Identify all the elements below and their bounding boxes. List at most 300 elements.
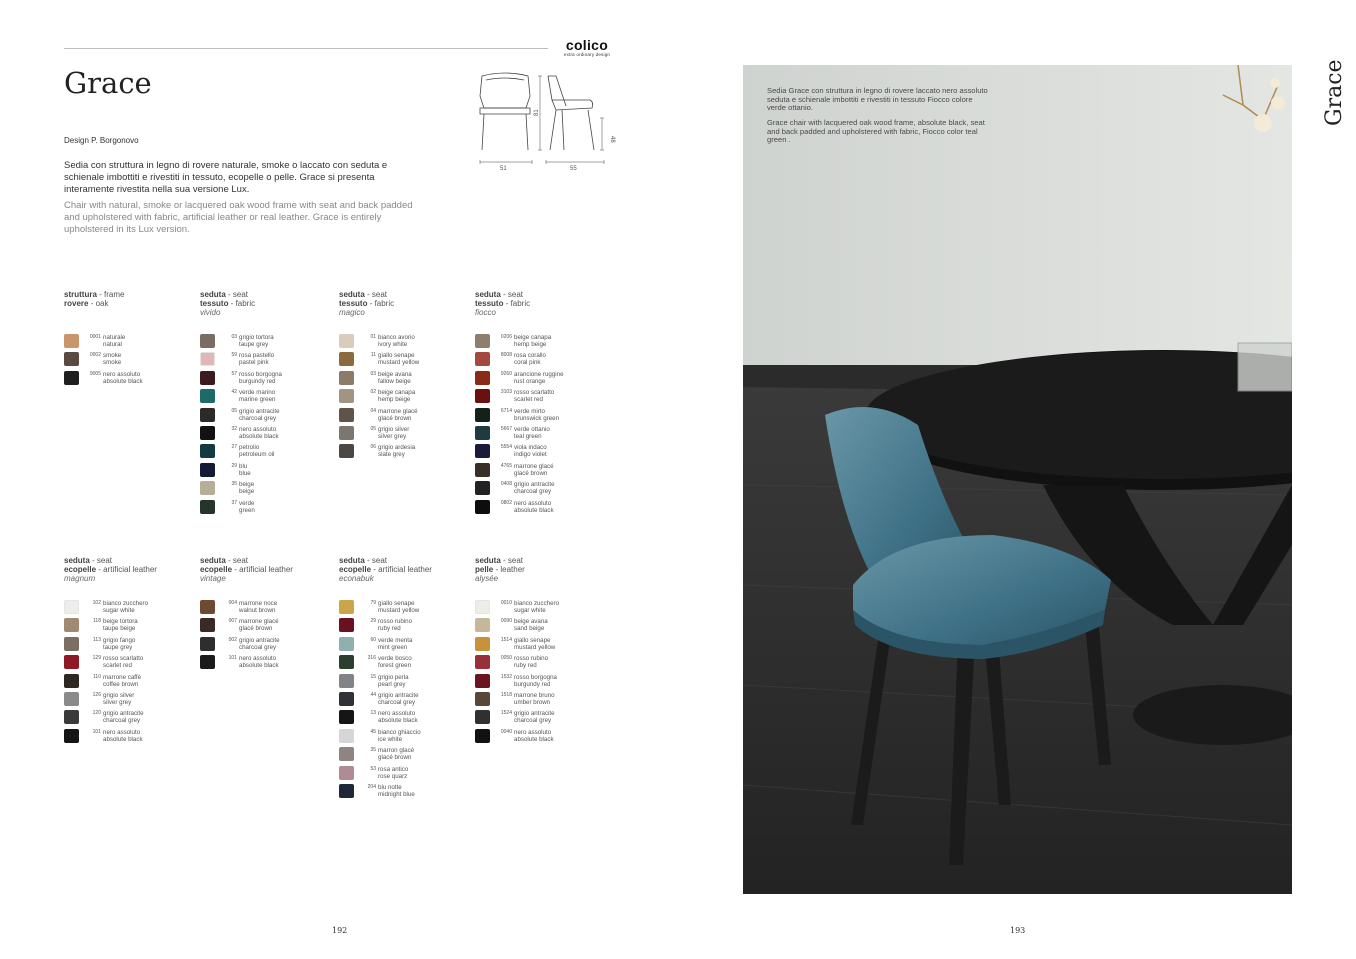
color-swatch[interactable] bbox=[200, 618, 215, 632]
swatch-name-english: hemp beige bbox=[378, 396, 411, 404]
swatch-name-italian: rosa antico bbox=[378, 765, 409, 773]
color-swatch[interactable] bbox=[475, 444, 490, 458]
swatch-name-english: absolute black bbox=[239, 432, 279, 440]
swatch-item[interactable] bbox=[339, 692, 469, 710]
swatch-name bbox=[514, 371, 564, 385]
swatch-name-italian: rosso borgogna bbox=[514, 673, 557, 681]
swatch-name-english: burgundy red bbox=[239, 377, 276, 385]
swatch-item[interactable] bbox=[475, 637, 605, 655]
color-swatch[interactable] bbox=[475, 389, 490, 403]
swatch-code: 101 bbox=[92, 728, 101, 735]
color-swatch[interactable] bbox=[339, 444, 354, 458]
swatch-item[interactable] bbox=[339, 637, 469, 655]
swatch-code: 35 bbox=[231, 481, 237, 488]
finish-group-header bbox=[475, 556, 605, 600]
swatch-item[interactable] bbox=[475, 426, 605, 444]
swatch-name bbox=[103, 655, 143, 669]
color-swatch[interactable] bbox=[475, 618, 490, 632]
swatch-item[interactable] bbox=[339, 352, 469, 370]
color-swatch[interactable] bbox=[475, 408, 490, 422]
swatch-name bbox=[239, 481, 254, 495]
swatch-item[interactable] bbox=[475, 408, 605, 426]
swatch-name-italian: grigio silver bbox=[103, 691, 135, 699]
swatch-name bbox=[378, 637, 412, 651]
swatch-code: 03 bbox=[231, 334, 237, 340]
swatch-name-english: absolute black bbox=[378, 717, 418, 725]
swatch-item[interactable] bbox=[475, 463, 605, 481]
swatch-name bbox=[514, 692, 555, 706]
color-swatch[interactable] bbox=[200, 444, 215, 458]
swatch-item[interactable] bbox=[339, 729, 469, 747]
swatch-name bbox=[103, 371, 143, 385]
swatch-name-italian: viola indaco bbox=[514, 444, 547, 452]
swatch-name-english: coffee brown bbox=[103, 680, 139, 688]
finish-group bbox=[339, 556, 469, 802]
color-swatch[interactable] bbox=[475, 692, 490, 706]
swatch-name-italian: bianco avorio bbox=[378, 334, 415, 341]
swatch-code: 01 bbox=[370, 334, 376, 340]
color-swatch[interactable] bbox=[475, 729, 490, 743]
swatch-name bbox=[378, 371, 412, 385]
color-swatch[interactable] bbox=[339, 352, 354, 366]
swatch-name-italian: grigio antracite bbox=[514, 481, 555, 489]
swatch-name-italian: grigio ardesia bbox=[378, 444, 416, 452]
swatch-item[interactable] bbox=[64, 637, 194, 655]
group-material-label-en: - fabric bbox=[367, 299, 395, 308]
swatch-item[interactable] bbox=[64, 600, 194, 618]
color-swatch[interactable] bbox=[475, 500, 490, 514]
swatch-name bbox=[239, 655, 279, 669]
color-swatch[interactable] bbox=[475, 674, 490, 688]
finish-group-header bbox=[200, 290, 330, 334]
group-collection-name: magico bbox=[339, 308, 365, 317]
group-part-label-en: - seat bbox=[364, 556, 388, 565]
color-swatch[interactable] bbox=[339, 334, 354, 348]
color-swatch[interactable] bbox=[339, 426, 354, 440]
swatch-item[interactable] bbox=[475, 500, 605, 518]
color-swatch[interactable] bbox=[475, 426, 490, 440]
swatch-name-italian: marrone bruno bbox=[514, 691, 555, 699]
swatch-item[interactable] bbox=[200, 444, 330, 462]
color-swatch[interactable] bbox=[339, 618, 354, 632]
swatch-name-italian: grigio silver bbox=[378, 425, 410, 433]
swatch-name-english: rose quarz bbox=[378, 772, 408, 780]
color-swatch[interactable] bbox=[200, 655, 215, 669]
swatch-code: 204 bbox=[367, 783, 376, 790]
swatch-code: 6714 bbox=[500, 407, 512, 414]
group-material-label-en: - oak bbox=[88, 299, 109, 308]
color-swatch[interactable] bbox=[64, 637, 79, 651]
swatch-item[interactable] bbox=[339, 655, 469, 673]
swatch-name bbox=[239, 600, 277, 614]
swatch-item[interactable] bbox=[64, 729, 194, 747]
swatch-item[interactable] bbox=[475, 371, 605, 389]
swatch-code: 35 bbox=[370, 747, 376, 754]
swatch-name-italian: nero assoluto bbox=[103, 728, 141, 736]
swatch-item[interactable] bbox=[475, 600, 605, 618]
swatch-name-italian: giallo senape bbox=[378, 600, 415, 607]
swatch-item[interactable] bbox=[64, 674, 194, 692]
swatch-item[interactable] bbox=[200, 463, 330, 481]
swatch-name-italian: rosso scarlatto bbox=[103, 655, 144, 663]
finish-group bbox=[339, 290, 469, 463]
swatch-name bbox=[103, 710, 144, 724]
swatch-name-english: scarlet red bbox=[514, 396, 543, 404]
swatch-name-italian: rosa corallo bbox=[514, 352, 546, 360]
swatch-item[interactable] bbox=[200, 426, 330, 444]
swatch-name-english: absolute black bbox=[514, 506, 554, 514]
swatch-name bbox=[378, 655, 412, 669]
swatch-item[interactable] bbox=[200, 334, 330, 352]
swatch-code: 1514 bbox=[500, 636, 512, 643]
color-swatch[interactable] bbox=[339, 784, 354, 798]
swatch-name-italian: nero assoluto bbox=[514, 728, 552, 736]
page-number-right: 193 bbox=[1010, 926, 1026, 935]
swatch-name-english: mint green bbox=[378, 643, 408, 651]
swatch-name-italian: nero assoluto bbox=[103, 370, 141, 378]
swatch-name-italian: beige avana bbox=[514, 618, 548, 626]
swatch-name-italian: nero assoluto bbox=[239, 655, 277, 663]
swatch-item[interactable] bbox=[339, 618, 469, 636]
swatch-name bbox=[239, 500, 255, 514]
swatch-item[interactable] bbox=[339, 426, 469, 444]
color-swatch[interactable] bbox=[475, 600, 490, 614]
color-swatch[interactable] bbox=[339, 729, 354, 743]
swatch-item[interactable] bbox=[200, 600, 330, 618]
swatch-item[interactable] bbox=[200, 481, 330, 499]
swatch-item[interactable] bbox=[64, 371, 194, 389]
swatch-item[interactable] bbox=[339, 334, 469, 352]
swatch-code: 1524 bbox=[500, 710, 512, 717]
color-swatch[interactable] bbox=[475, 637, 490, 651]
group-material-label: pelle bbox=[475, 565, 494, 574]
swatch-name bbox=[239, 352, 274, 366]
color-swatch[interactable] bbox=[200, 426, 215, 440]
color-swatch[interactable] bbox=[64, 352, 79, 366]
swatch-name-italian: bianco zucchero bbox=[103, 600, 149, 607]
color-swatch[interactable] bbox=[475, 655, 490, 669]
color-swatch[interactable] bbox=[339, 747, 354, 761]
swatch-name-italian: naturale bbox=[103, 334, 126, 341]
group-material-label-en: - artificial leather bbox=[232, 565, 293, 574]
color-swatch[interactable] bbox=[475, 481, 490, 495]
swatch-item[interactable] bbox=[475, 655, 605, 673]
color-swatch[interactable] bbox=[64, 618, 79, 632]
swatch-item[interactable] bbox=[339, 389, 469, 407]
swatch-item[interactable] bbox=[339, 747, 469, 765]
swatch-item[interactable] bbox=[475, 674, 605, 692]
swatch-item[interactable] bbox=[200, 500, 330, 518]
swatch-name-italian: grigio tortora bbox=[239, 334, 274, 341]
swatch-item[interactable] bbox=[339, 371, 469, 389]
dim-depth: 55 bbox=[570, 166, 577, 172]
swatch-name-english: absolute black bbox=[239, 662, 279, 670]
swatch-name bbox=[514, 600, 559, 614]
color-swatch[interactable] bbox=[200, 408, 215, 422]
swatch-name-italian: marrone noce bbox=[239, 600, 278, 607]
color-swatch[interactable] bbox=[64, 334, 79, 348]
swatch-item[interactable] bbox=[200, 408, 330, 426]
swatch-name bbox=[378, 408, 418, 422]
swatch-code: 05 bbox=[370, 425, 376, 432]
swatch-name-english: umber brown bbox=[514, 698, 551, 706]
color-swatch[interactable] bbox=[339, 710, 354, 724]
swatch-name bbox=[239, 371, 282, 385]
swatch-name-italian: grigio perla bbox=[378, 673, 409, 681]
swatch-name bbox=[103, 618, 138, 632]
swatch-name bbox=[103, 637, 135, 651]
color-swatch[interactable] bbox=[475, 710, 490, 724]
designer-credit: Design P. Borgonovo bbox=[64, 136, 139, 145]
swatch-name bbox=[378, 618, 412, 632]
swatch-item[interactable] bbox=[339, 408, 469, 426]
swatch-name-english: forest green bbox=[378, 662, 412, 670]
color-swatch[interactable] bbox=[200, 389, 215, 403]
swatch-name-english: burgundy red bbox=[514, 680, 551, 688]
swatch-item[interactable] bbox=[339, 766, 469, 784]
swatch-name-english: coral pink bbox=[514, 359, 541, 367]
swatch-name-italian: verde menta bbox=[378, 636, 413, 644]
swatch-name bbox=[378, 692, 419, 706]
swatch-name-english: silver grey bbox=[378, 432, 407, 440]
group-part-label-en: - seat bbox=[89, 556, 113, 565]
swatch-item[interactable] bbox=[64, 352, 194, 370]
swatch-item[interactable] bbox=[64, 655, 194, 673]
brand-tagline: extra ordinary design bbox=[563, 52, 611, 57]
swatch-code: 02 bbox=[370, 389, 376, 396]
photo-caption-italian: Sedia Grace con struttura in legno di rovere laccato nero assoluto seduta e schienale imbottiti e rivestiti in tessuto Fiocco colore verde ottanio. bbox=[767, 86, 988, 113]
color-swatch[interactable] bbox=[339, 655, 354, 669]
finish-group-header bbox=[64, 290, 194, 334]
group-part-label: seduta bbox=[200, 556, 226, 565]
group-part-label: seduta bbox=[64, 556, 90, 565]
color-swatch[interactable] bbox=[64, 371, 79, 385]
dim-width: 51 bbox=[500, 166, 507, 172]
swatch-name-italian: smoke bbox=[103, 352, 122, 360]
swatch-code: 13 bbox=[370, 710, 376, 717]
product-photo bbox=[743, 65, 1292, 894]
swatch-code: 110 bbox=[93, 673, 101, 680]
swatch-code: 0050 bbox=[500, 655, 512, 662]
swatch-item[interactable] bbox=[475, 618, 605, 636]
color-swatch[interactable] bbox=[339, 692, 354, 706]
color-swatch[interactable] bbox=[200, 463, 215, 477]
swatch-code: 29 bbox=[370, 618, 376, 625]
group-part-label-en: - seat bbox=[500, 556, 524, 565]
color-swatch[interactable] bbox=[200, 500, 215, 514]
swatch-name-english: sugar white bbox=[103, 607, 135, 614]
swatch-code: 4765 bbox=[500, 462, 512, 469]
swatch-name bbox=[378, 747, 414, 761]
color-swatch[interactable] bbox=[200, 481, 215, 495]
color-swatch[interactable] bbox=[339, 408, 354, 422]
swatch-name-english: walnut brown bbox=[239, 607, 276, 614]
swatch-name-english: sugar white bbox=[514, 607, 546, 614]
group-material-label: ecopelle bbox=[200, 565, 233, 574]
swatch-name-english: petroleum oil bbox=[239, 451, 275, 459]
swatch-code: 1518 bbox=[500, 691, 512, 698]
swatch-code: 79 bbox=[370, 600, 376, 606]
swatch-name bbox=[378, 426, 409, 440]
swatch-name bbox=[514, 481, 555, 495]
color-swatch[interactable] bbox=[64, 729, 79, 743]
swatch-item[interactable] bbox=[339, 784, 469, 802]
color-swatch[interactable] bbox=[64, 600, 79, 614]
finish-group bbox=[475, 556, 605, 747]
group-part-label: struttura bbox=[64, 290, 97, 299]
finish-group bbox=[64, 290, 194, 389]
swatch-name-english: silver grey bbox=[103, 698, 132, 706]
color-swatch[interactable] bbox=[200, 371, 215, 385]
swatch-name-english: fallow beige bbox=[378, 377, 411, 385]
color-swatch[interactable] bbox=[339, 600, 354, 614]
color-swatch[interactable] bbox=[200, 637, 215, 651]
color-swatch[interactable] bbox=[200, 600, 215, 614]
swatch-name-english: mustard yellow bbox=[378, 607, 420, 614]
swatch-name-english: absolute black bbox=[514, 735, 554, 743]
finish-group bbox=[64, 556, 194, 747]
swatch-item[interactable] bbox=[339, 600, 469, 618]
swatch-item[interactable] bbox=[339, 674, 469, 692]
group-material-label-en: - fabric bbox=[228, 299, 256, 308]
swatch-name-english: charcoal grey bbox=[378, 698, 416, 706]
color-swatch[interactable] bbox=[64, 674, 79, 688]
color-swatch[interactable] bbox=[64, 655, 79, 669]
swatch-name bbox=[239, 444, 274, 458]
swatch-item[interactable] bbox=[475, 692, 605, 710]
swatch-name-english: smoke bbox=[103, 359, 122, 367]
swatch-item[interactable] bbox=[200, 655, 330, 673]
swatch-name-italian: rosso scarlatto bbox=[514, 389, 555, 397]
swatch-name bbox=[239, 637, 280, 651]
color-swatch[interactable] bbox=[64, 710, 79, 724]
swatch-name bbox=[378, 729, 421, 743]
group-part-label: seduta bbox=[339, 290, 365, 299]
swatch-item[interactable] bbox=[64, 334, 194, 352]
swatch-name-italian: arancione ruggine bbox=[514, 370, 564, 378]
swatch-code: 120 bbox=[92, 710, 101, 717]
swatch-item[interactable] bbox=[339, 710, 469, 728]
swatch-item[interactable] bbox=[475, 389, 605, 407]
swatch-code: 002 bbox=[228, 636, 237, 643]
swatch-name-english: glacé brown bbox=[378, 414, 412, 422]
swatch-code: 0802 bbox=[500, 499, 512, 506]
swatch-item[interactable] bbox=[200, 352, 330, 370]
swatch-name-english: glacé brown bbox=[239, 625, 273, 633]
swatch-name-english: green bbox=[239, 506, 255, 514]
swatch-item[interactable] bbox=[200, 371, 330, 389]
swatch-name-italian: beige bbox=[239, 481, 255, 489]
swatch-item[interactable] bbox=[475, 444, 605, 462]
swatch-code: 59 bbox=[231, 352, 237, 359]
swatch-name bbox=[514, 618, 548, 632]
swatch-name-italian: rosa pastello bbox=[239, 352, 275, 360]
color-swatch[interactable] bbox=[475, 352, 490, 366]
group-part-label: seduta bbox=[475, 290, 501, 299]
swatch-name bbox=[514, 710, 555, 724]
swatch-item[interactable] bbox=[64, 618, 194, 636]
swatch-code: 45 bbox=[370, 728, 376, 735]
swatch-name-italian: rosso rubino bbox=[378, 618, 413, 626]
swatch-item[interactable] bbox=[200, 618, 330, 636]
color-swatch[interactable] bbox=[339, 637, 354, 651]
color-swatch[interactable] bbox=[475, 334, 490, 348]
swatch-item[interactable] bbox=[200, 637, 330, 655]
group-material-label: tessuto bbox=[475, 299, 504, 308]
group-part-label: seduta bbox=[200, 290, 226, 299]
swatch-name-italian: nero assoluto bbox=[239, 425, 277, 433]
swatch-name-english: teal green bbox=[514, 432, 542, 440]
swatch-item[interactable] bbox=[475, 481, 605, 499]
color-swatch[interactable] bbox=[339, 766, 354, 780]
finish-group-header bbox=[339, 556, 469, 600]
swatch-name-italian: marrone caffè bbox=[103, 673, 142, 681]
swatch-name-english: charcoal grey bbox=[514, 717, 552, 725]
swatch-name bbox=[239, 389, 275, 403]
swatch-name-italian: marrone glacé bbox=[239, 618, 279, 626]
swatch-name-english: scarlet red bbox=[103, 662, 132, 670]
color-swatch[interactable] bbox=[339, 674, 354, 688]
finish-group-header bbox=[339, 290, 469, 334]
swatch-name bbox=[239, 426, 279, 440]
swatch-name-italian: giallo senape bbox=[378, 352, 415, 360]
swatch-item[interactable] bbox=[475, 334, 605, 352]
color-swatch[interactable] bbox=[200, 334, 215, 348]
swatch-item[interactable] bbox=[475, 352, 605, 370]
color-swatch[interactable] bbox=[475, 371, 490, 385]
color-swatch[interactable] bbox=[475, 463, 490, 477]
swatch-item[interactable] bbox=[475, 710, 605, 728]
swatch-item[interactable] bbox=[64, 710, 194, 728]
finish-group-header bbox=[64, 556, 194, 600]
side-title bbox=[1294, 59, 1347, 130]
swatch-item[interactable] bbox=[339, 444, 469, 462]
swatch-name bbox=[378, 710, 418, 724]
group-part-label-en: - seat bbox=[364, 290, 388, 299]
group-part-label-en: - seat bbox=[225, 556, 249, 565]
swatch-code: 1532 bbox=[500, 673, 512, 680]
swatch-code: 101 bbox=[228, 655, 237, 662]
swatch-item[interactable] bbox=[64, 692, 194, 710]
swatch-code: 5554 bbox=[500, 444, 512, 451]
swatch-name-italian: giallo senape bbox=[514, 636, 551, 644]
swatch-name bbox=[103, 674, 141, 688]
group-material-label-en: - artificial leather bbox=[96, 565, 157, 574]
photo-caption-english: Grace chair with lacquered oak wood frame, absolute black, seat and back padded and upholstered with fabric, Fiocco color teal green . bbox=[767, 118, 985, 145]
swatch-name-english: ivory white bbox=[378, 341, 408, 348]
swatch-item[interactable] bbox=[200, 389, 330, 407]
swatch-item[interactable] bbox=[475, 729, 605, 747]
swatch-name-italian: rosso rubino bbox=[514, 655, 549, 663]
swatch-name-english: marine green bbox=[239, 396, 276, 404]
swatch-name-italian: marron glacé bbox=[378, 747, 415, 755]
swatch-code: 0040 bbox=[500, 728, 512, 735]
color-swatch[interactable] bbox=[339, 389, 354, 403]
swatch-name bbox=[239, 463, 251, 477]
swatch-name bbox=[378, 389, 415, 403]
group-part-label: seduta bbox=[475, 556, 501, 565]
swatch-name bbox=[514, 674, 557, 688]
swatch-name-italian: nero assoluto bbox=[514, 499, 552, 507]
swatch-name bbox=[514, 426, 550, 440]
color-swatch[interactable] bbox=[339, 371, 354, 385]
swatch-name-italian: verde bbox=[239, 499, 255, 507]
swatch-name-italian: marrone glacé bbox=[378, 407, 418, 415]
color-swatch[interactable] bbox=[64, 692, 79, 706]
swatch-name-english: glacé brown bbox=[378, 754, 412, 762]
swatch-name-english: natural bbox=[103, 341, 122, 348]
color-swatch[interactable] bbox=[200, 352, 215, 366]
